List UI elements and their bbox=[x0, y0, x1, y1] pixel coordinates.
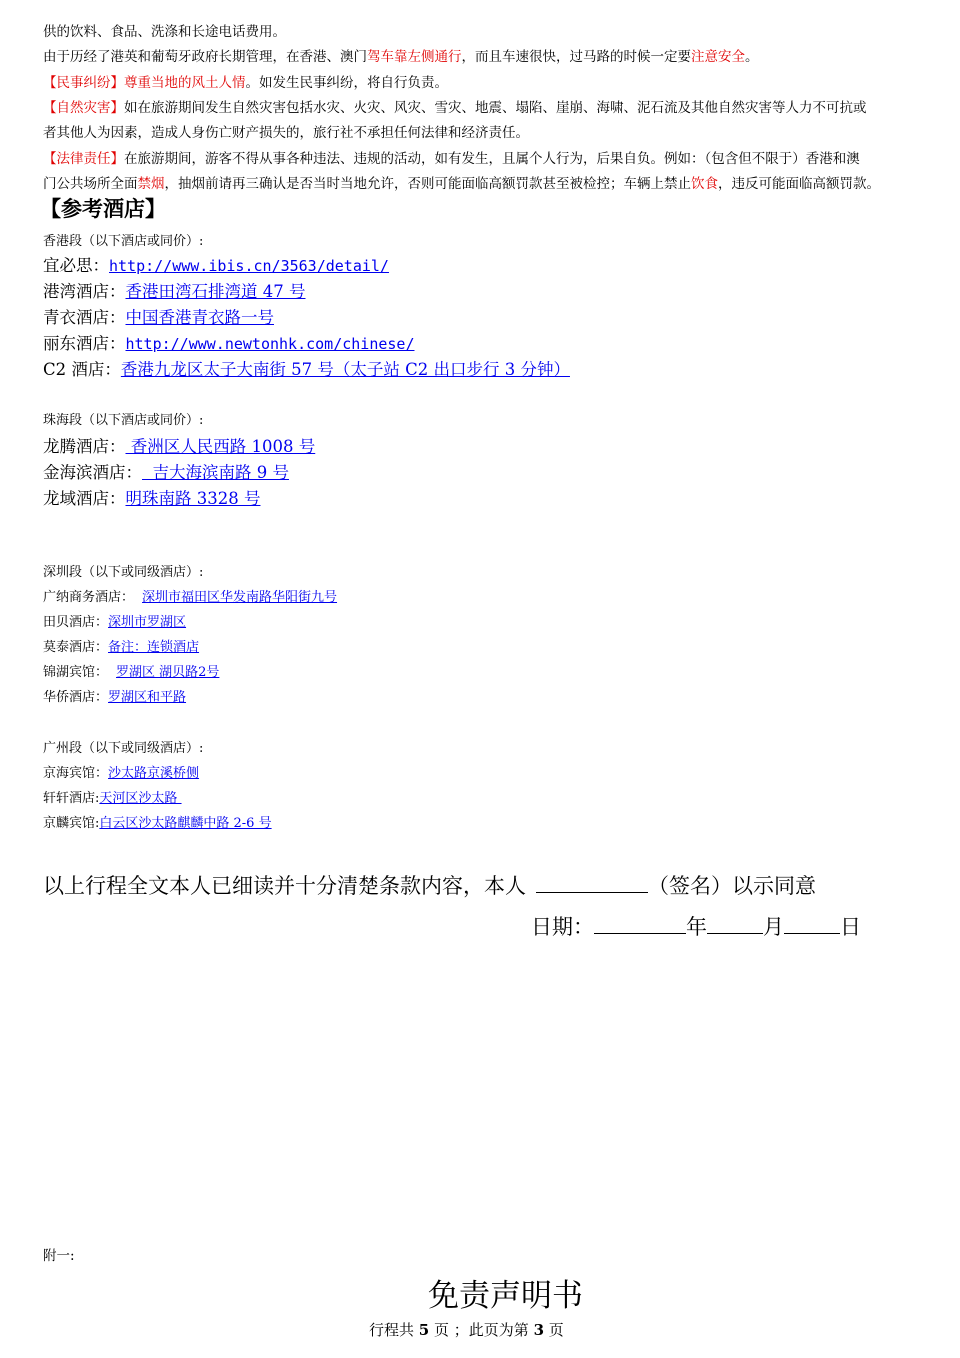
hotel-link[interactable]: 深圳市罗湖区 bbox=[108, 615, 187, 630]
hotel-name: 轩轩酒店: bbox=[43, 791, 100, 806]
total-pages: 5 bbox=[418, 1321, 430, 1339]
signature-line bbox=[43, 870, 816, 900]
hotel-name: 龙腾酒店： bbox=[43, 437, 126, 456]
hotel-name: 田贝酒店： bbox=[43, 615, 109, 630]
hk-hotel-row bbox=[43, 330, 414, 354]
sz-hotel-row bbox=[43, 636, 199, 655]
sz-hotel-row bbox=[43, 586, 337, 605]
hotel-name: 莫泰酒店： bbox=[43, 640, 109, 655]
disaster-text-2: 者其他人为因素，造成人身伤亡财产损失的，旅行社不承担任何法律和经济责任。 bbox=[43, 125, 529, 141]
gz-hotel-row bbox=[43, 762, 199, 781]
current-page: 3 bbox=[533, 1321, 545, 1339]
disaster-text: 如在旅游期间发生自然灾害包括水灾、火灾、风灾、雪灾、地震、塌陷、崖崩、海啸、泥石流及其他自然灾害等人力不可抗或 bbox=[124, 100, 867, 116]
hk-hotel-row bbox=[43, 278, 306, 302]
appendix-label: 附一: bbox=[43, 1248, 75, 1264]
zh-section-title: 珠海段（以下酒店或同价）: bbox=[43, 413, 204, 428]
legal-text: 在旅游期间，游客不得从事各种违法、违规的活动，如有发生，且属个人行为，后果自负。例如：（包含但不限于）香港和澳 bbox=[124, 151, 860, 167]
hotel-name: 宜必思： bbox=[43, 256, 109, 275]
signature-statement: 以上行程全文本人已细读并十分清楚条款内容，本人 bbox=[43, 874, 526, 898]
intro-line-1 bbox=[43, 20, 286, 40]
gz-hotel-row bbox=[43, 787, 182, 806]
sz-hotel-row bbox=[43, 661, 219, 680]
sz-hotel-row bbox=[43, 686, 186, 705]
zh-hotel-row bbox=[43, 485, 260, 509]
intro-text: 供的饮料、食品、洗涤和长途电话费用。 bbox=[43, 24, 286, 40]
hotel-link[interactable]: 香港田湾石排湾道 47 号 bbox=[125, 282, 306, 301]
hotel-link[interactable]: 吉大海滨南路 9 号 bbox=[142, 463, 289, 482]
civil-dispute-emphasis: 尊重当地的风土人情 bbox=[124, 75, 246, 91]
hk-hotel-row bbox=[43, 252, 389, 276]
legal-clause-line-1 bbox=[43, 147, 860, 167]
hotel-name: 龙域酒店： bbox=[43, 489, 126, 508]
page-footer bbox=[369, 1319, 564, 1340]
disaster-tag: 【自然灾害】 bbox=[43, 100, 124, 116]
hotel-name: 华侨酒店： bbox=[43, 690, 109, 705]
drive-left-emphasis: 驾车靠左侧通行 bbox=[367, 49, 462, 65]
date-line bbox=[531, 911, 861, 941]
legal-clause-line-2 bbox=[43, 172, 880, 192]
hotel-link[interactable]: 罗湖区 湖贝路2号 bbox=[116, 665, 220, 680]
hk-hotel-row bbox=[43, 356, 588, 380]
hotel-name: 丽东酒店： bbox=[43, 334, 126, 353]
hotel-name: 青衣酒店： bbox=[43, 308, 126, 327]
footer-text-3: 页 bbox=[548, 1321, 564, 1339]
date-label: 日期： bbox=[531, 915, 594, 939]
hotel-link[interactable]: 明珠南路 3328 号 bbox=[125, 489, 261, 508]
year-label: 年 bbox=[686, 915, 707, 939]
hotel-name: 京麟宾馆: bbox=[43, 816, 100, 831]
signature-blank[interactable] bbox=[536, 874, 648, 893]
day-blank[interactable] bbox=[784, 915, 840, 934]
gz-hotel-row bbox=[43, 812, 272, 831]
month-blank[interactable] bbox=[707, 915, 763, 934]
civil-dispute-tag: 【民事纠纷】 bbox=[43, 75, 124, 91]
reference-hotels-heading: 【参考酒店】 bbox=[40, 196, 166, 221]
hotel-name: 锦湖宾馆： bbox=[43, 665, 109, 680]
hotel-link[interactable]: 香洲区人民西路 1008 号 bbox=[125, 437, 316, 456]
disclaimer-title: 免责声明书 bbox=[428, 1278, 583, 1314]
legal-text-3: ，抽烟前请再三确认是否当时当地允许，否则可能面临高额罚款甚至被检控；车辆上禁止 bbox=[164, 176, 691, 192]
sz-section-title: 深圳段（以下或同级酒店）: bbox=[43, 565, 204, 580]
disaster-clause-line-2 bbox=[43, 121, 529, 141]
civil-dispute-clause bbox=[43, 71, 448, 91]
disaster-clause-line-1 bbox=[43, 96, 867, 116]
hotel-link[interactable]: 白云区沙太路麒麟中路 2-6 号 bbox=[99, 816, 272, 831]
hotel-link[interactable]: 香港九龙区太子大南街 57 号（太子站 C2 出口步行 3 分钟） bbox=[120, 360, 570, 379]
hk-section-title: 香港段（以下酒店或同价）: bbox=[43, 234, 204, 249]
zh-hotel-row bbox=[43, 459, 289, 483]
period: 。 bbox=[745, 49, 759, 65]
civil-dispute-text: 。如发生民事纠纷，将自行负责。 bbox=[245, 75, 448, 91]
hk-hotel-row bbox=[43, 304, 274, 328]
legal-text-2: 门公共场所全面 bbox=[43, 176, 138, 192]
sz-hotel-row bbox=[43, 611, 186, 630]
hotel-link[interactable]: http://www.newtonhk.com/chinese/ bbox=[125, 335, 415, 353]
traffic-text-2: ，而且车速很快，过马路的时候一定要 bbox=[461, 49, 691, 65]
year-blank[interactable] bbox=[594, 915, 686, 934]
hotel-link[interactable]: 中国香港青衣路一号 bbox=[125, 308, 274, 327]
hotel-name: C2 酒店： bbox=[43, 360, 121, 379]
intro-line-2 bbox=[43, 45, 759, 65]
hotel-link[interactable]: 沙太路京溪桥侧 bbox=[108, 766, 200, 781]
day-label: 日 bbox=[840, 915, 861, 939]
hotel-link[interactable]: 备注：连锁酒店 bbox=[108, 640, 200, 655]
legal-text-4: ，违反可能面临高额罚款。 bbox=[718, 176, 880, 192]
no-eating-emphasis: 饮食 bbox=[691, 176, 718, 192]
traffic-text: 由于历经了港英和葡萄牙政府长期管理，在香港、澳门 bbox=[43, 49, 367, 65]
hotel-name: 港湾酒店： bbox=[43, 282, 126, 301]
hotel-name: 京海宾馆： bbox=[43, 766, 109, 781]
footer-text-2: 页 ；此页为第 bbox=[434, 1321, 529, 1339]
hotel-name: 广纳商务酒店： bbox=[43, 590, 135, 605]
signature-consent: （签名）以示同意 bbox=[648, 874, 816, 898]
footer-text: 行程共 bbox=[369, 1321, 415, 1339]
gz-section-title: 广州段（以下或同级酒店）: bbox=[43, 741, 204, 756]
hotel-name: 金海滨酒店： bbox=[43, 463, 142, 482]
hotel-link[interactable]: 深圳市福田区华发南路华阳街九号 bbox=[142, 590, 338, 605]
hotel-link[interactable]: http://www.ibis.cn/3563/detail/ bbox=[109, 257, 389, 275]
no-smoking-emphasis: 禁烟 bbox=[137, 176, 165, 192]
hotel-link[interactable]: 天河区沙太路 bbox=[99, 791, 182, 806]
legal-tag: 【法律责任】 bbox=[43, 151, 124, 167]
hotel-link[interactable]: 罗湖区和平路 bbox=[108, 690, 187, 705]
month-label: 月 bbox=[763, 915, 784, 939]
zh-hotel-row bbox=[43, 433, 315, 457]
safety-emphasis: 注意安全 bbox=[691, 49, 745, 65]
